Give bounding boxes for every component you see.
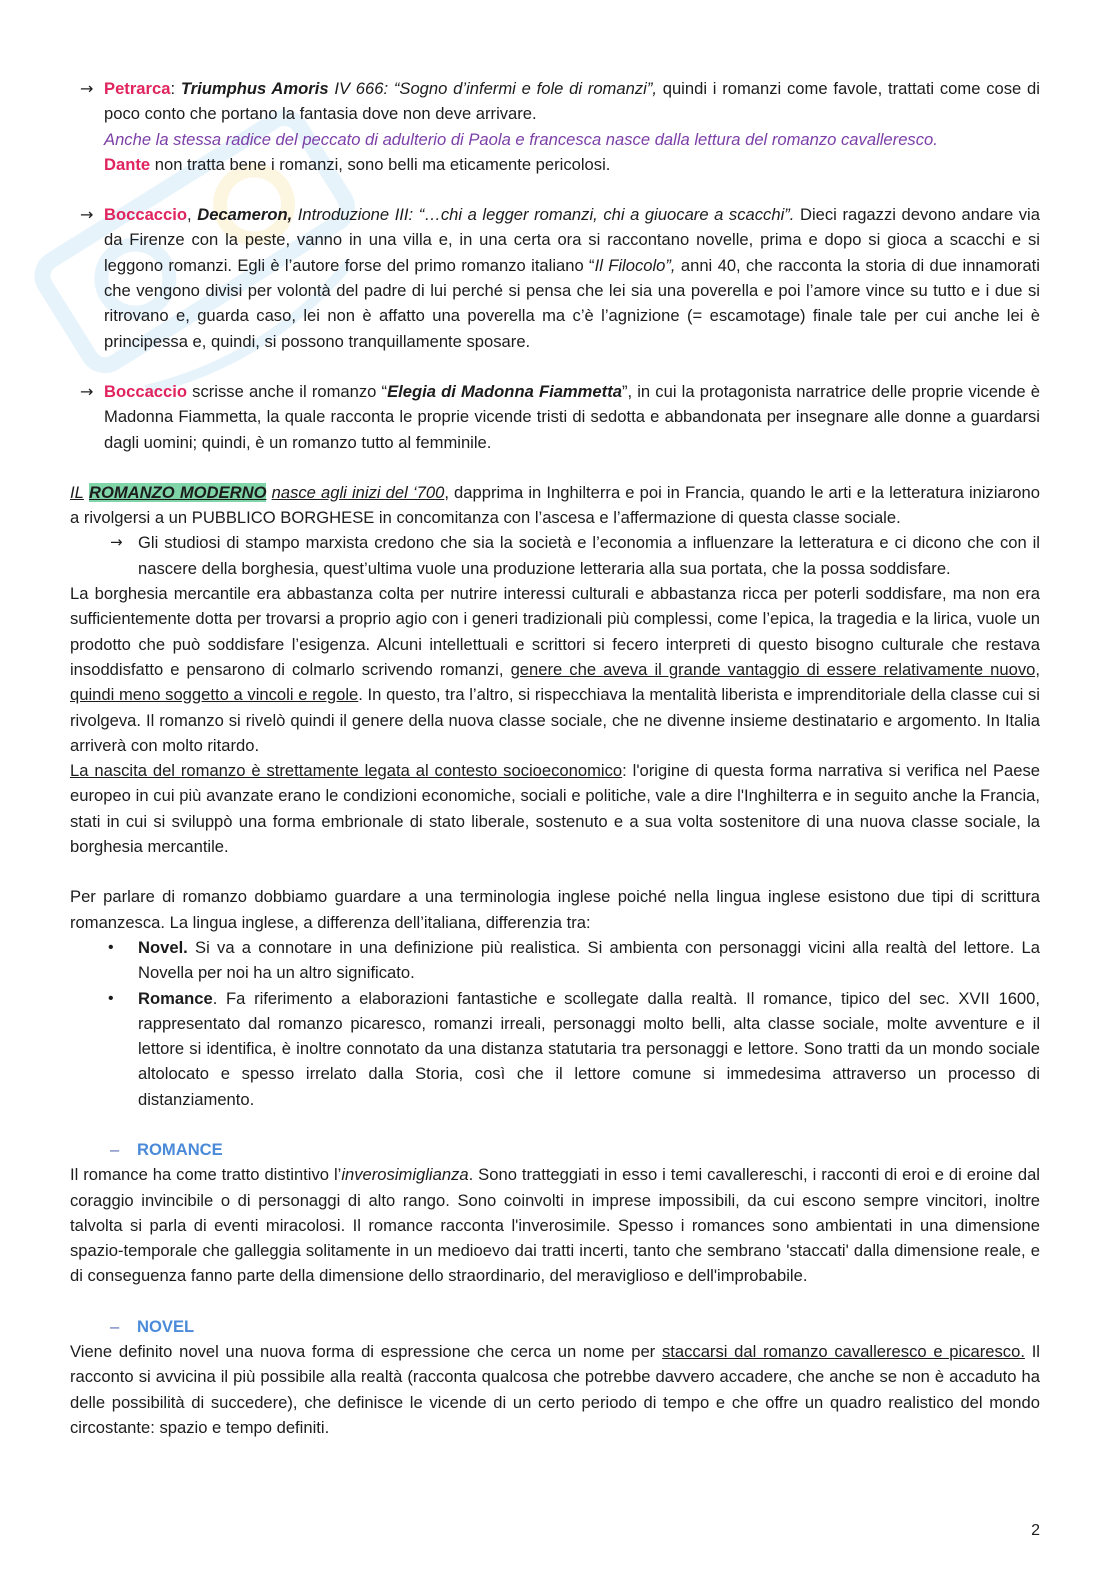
arrow-icon: → xyxy=(80,205,94,225)
dante-line xyxy=(104,152,1040,177)
section-heading-highlight: ROMANZO MODERNO xyxy=(88,482,267,502)
work-title: Decameron, xyxy=(197,205,293,225)
page-number: 2 xyxy=(1031,1522,1040,1539)
dash-icon: – xyxy=(110,1139,120,1159)
paragraph-text: Dieci ragazzi devono andare via da Firenze con la peste, vanno in una villa e, in una certa ora si raccontano novelle, prima e dopo si gioca a scacchi e si leggono romanzi. Egli è l’autore forse del primo romanzo italiano “ xyxy=(104,205,1040,275)
author-name: Boccaccio xyxy=(104,381,188,401)
work-reference: Introduzione III: “…chi a legger romanzi, chi a giuocare a scacchi”. xyxy=(297,205,795,225)
work-reference: IV 666: “Sogno d’infermi e fole di romanzi”, xyxy=(334,79,657,98)
paragraph-text: . Sono tratteggiati in esso i temi cavallereschi, i racconti di eroi e di eroine dal coraggio invincibile o di personaggi di alto rango. Sono coinvolti in imprese impossibili, da cui escono sempre vincitori, inoltre talvolta si parla di eventi miracolosi. Il romance racconta l'inverosimile. Spesso i romances sono ambientati in una dimensione spazio-temporale che galleggia solitamente in un medioevo dai tratti incerti, tanto che sembrano 'staccati' dalla dimensione reale, e di conseguenza fanno parte della dimensione dello straordinario, del meraviglioso e dell'improbabile. xyxy=(70,1165,1040,1286)
romanzo-moderno-paragraph xyxy=(70,480,1040,531)
purple-note: Anche la stessa radice del peccato di adulterio di Paola e francesca nasce dalla lettura del romanzo cavalleresco. xyxy=(104,129,938,149)
work-title: Il Filocolo”, xyxy=(594,255,676,275)
paragraph-text: , dapprima in Inghilterra e poi in Francia, quando le arti e la letteratura iniziarono a rivolgersi a un PUBBLICO BORGHESE in concomitanza con l’ascesa e l’affermazione di questa classe sociale. xyxy=(70,482,1040,528)
paragraph-text: La borghesia mercantile era abbastanza colta per nutrire interessi culturali e abbastanza ricca per poterli soddisfare, ma non era sufficientemente dotta per trovarsi a proprio agio con i generi tradizionali più complessi, come l’epica, la tragedia e la lirica, vuole un prodotto che può soddisfare l’esigenza. Alcuni intellettuali e scrittori si fecero interpreti di questo bisogno culturale che restava insoddisfatto e pensarono di colmarlo scrivendo romanzi, xyxy=(70,584,1040,679)
underlined-text: genere che aveva il grande vantaggio di essere relativamente nuovo, quindi meno soggetto a vincoli e regole xyxy=(70,659,1041,705)
dash-icon: – xyxy=(110,1316,120,1336)
term-label: Novel. xyxy=(138,937,188,957)
punctuation: , xyxy=(187,205,192,225)
paragraph-text: Si va a connotare in una definizione più realistica. Si ambienta con personaggi vicini alla realtà del lettore. La Novella per noi ha un altro significato. xyxy=(138,937,1040,983)
author-name: Dante xyxy=(104,154,151,174)
underlined-text: staccarsi dal romanzo cavalleresco e picaresco. xyxy=(661,1342,1025,1362)
petrarca-item xyxy=(70,76,1040,177)
novel-paragraph xyxy=(70,1339,1040,1440)
arrow-icon: → xyxy=(80,79,94,98)
list-item-novel xyxy=(70,935,1040,986)
paragraph-text: ”, in cui la protagonista narratrice delle proprie vicende è Madonna Fiammetta, la quale racconta le proprie vicende tristi di sedotta e abbandonata per insegnare alle donne a guardarsi dagli uomini; quindi, è un romanzo tutto al femminile. xyxy=(104,381,1040,452)
list-item-text xyxy=(138,986,1040,1112)
author-name: Petrarca xyxy=(104,79,171,98)
bullet-icon: • xyxy=(108,938,114,956)
underlined-text: La nascita del romanzo è strettamente legata al contesto socioeconomico xyxy=(70,761,623,781)
paragraph-text: non tratta bene i romanzi, sono belli ma eticamente pericolosi. xyxy=(154,154,611,174)
paragraph-text: scrisse anche il romanzo “ xyxy=(192,381,388,401)
paragraph-text: Gli studiosi di stampo marxista credono che sia la società e l’economia a influenzare la letteratura e ci dicono che con il nascere della borghesia, quest’ultima vuole una produzione letteraria alla sua portata, che la possa soddisfare. xyxy=(138,533,1040,578)
list-item-text xyxy=(138,935,1040,986)
paragraph-text: Il romance ha come tratto distintivo l’ xyxy=(70,1165,342,1185)
nascita-paragraph xyxy=(70,758,1040,859)
boccaccio-paragraph xyxy=(104,379,1040,455)
italic-term: inverosimiglianza xyxy=(341,1165,469,1185)
bullet-icon: • xyxy=(108,989,114,1007)
terminologia-paragraph: Per parlare di romanzo dobbiamo guardare a una terminologia inglese poiché nella lingua inglese esistono due tipi di scrittura romanzesca. La lingua inglese, a differenza dell’italiana, differenzia tra: xyxy=(70,887,1040,932)
paragraph-text: anni 40, che racconta la storia di due innamorati che vengono divisi per volontà del padre di lui perché si pensa che lei sia una poverella e poi l’amore vince su tutto e i due si ritrovano e, guarda caso, lei non è affatto una poverella ma c’è l’agnizione (= escamotage) finale tale per cui anche lei è principessa e, quindi, si possono tranquillamente sposare. xyxy=(104,255,1040,351)
romance-heading xyxy=(70,1137,1040,1162)
novel-heading xyxy=(70,1314,1040,1339)
term-label: Romance xyxy=(138,988,213,1008)
author-name: Boccaccio xyxy=(104,205,188,225)
work-title: Elegia di Madonna Fiammetta xyxy=(387,381,622,401)
paragraph-text: : l'origine di questa forma narrativa si verifica nel Paese europeo in cui più avanzate erano le condizioni economiche, sociali e politiche, vale a dire l'Inghilterra e in seguito anche la Francia, stati in cui si sviluppò una forma embrionale di stato liberale, sostenuto e a sua volta sostenitore di una nuova classe sociale, la borghesia mercantile. xyxy=(70,761,1040,857)
work-title: Triumphus Amoris xyxy=(180,79,329,98)
paragraph-text: Viene definito novel una nuova forma di espressione che cerca un nome per xyxy=(70,1342,656,1362)
paragraph-text: . Fa riferimento a elaborazioni fantastiche e scollegate dalla realtà. Il romance, tipico del sec. XVII 1600, rappresentato dal romanzo picaresco, romanzi irreali, personaggi molto belli, alta classe sociale, molte avventure e il lettore si identifica, è inoltre connotato da una distanza statutaria tra personaggi e lettore. Sono tratti da un mondo sociale altolocato e spesso irrelato dalla Storia, così che il lettore comune si immedesima attraverso un processo di distanziamento. xyxy=(138,988,1040,1109)
punctuation: : xyxy=(170,79,176,98)
romance-paragraph xyxy=(70,1162,1040,1288)
boccaccio-decameron-item xyxy=(70,202,1040,354)
paragraph-text: quindi i romanzi come favole, trattati come cose di poco conto che portano la fantasia dove non deve arrivare. xyxy=(104,79,1040,124)
arrow-icon: → xyxy=(80,381,94,401)
underlined-text: nasce agli inizi del ‘700 xyxy=(271,482,445,502)
boccaccio-paragraph xyxy=(104,202,1040,354)
paragraph-text: . In questo, tra l’altro, si rispecchiava la mentalità liberista e imprenditoriale della classe cui si rivolgeva. Il romanzo si rivelò quindi il genere della nuova classe sociale, che ne divenne insieme destinatario e argomento. In Italia arriverà con molto ritardo. xyxy=(70,685,1040,755)
paragraph-text: Il racconto si avvicina il più possibile alla realtà (racconta qualcosa che potrebbe davvero accadere, che anche se non è accaduto ha delle possibilità di succedere), che definisce le vicende di un certo periodo di tempo e che offre un quadro realistico del mondo circostante: spazio e tempo definiti. xyxy=(70,1342,1040,1437)
marx-item xyxy=(70,530,1040,581)
borghesia-paragraph xyxy=(70,581,1040,758)
label-il: IL xyxy=(70,482,84,502)
boccaccio-fiammetta-item xyxy=(70,379,1040,455)
arrow-icon: → xyxy=(110,533,123,552)
section-heading: NOVEL xyxy=(137,1316,195,1336)
petrarca-paragraph xyxy=(104,76,1040,127)
list-item-romance xyxy=(70,986,1040,1112)
section-heading: ROMANCE xyxy=(137,1139,223,1159)
